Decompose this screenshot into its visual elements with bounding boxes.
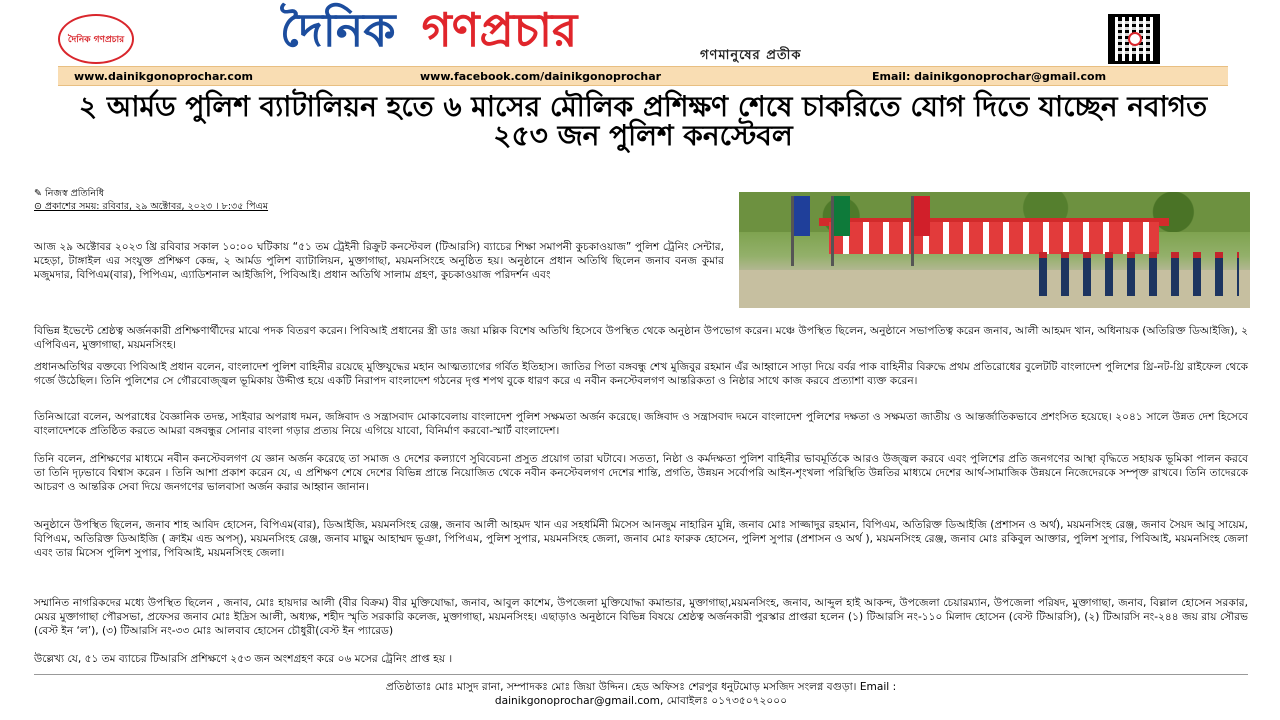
tagline: গণমানুষের প্রতীক	[700, 48, 802, 63]
photo-flag-blue	[791, 196, 794, 266]
facebook-link[interactable]: www.facebook.com/dainikgonoprochar	[420, 70, 662, 83]
footer-divider	[34, 674, 1248, 675]
article-paragraph-1: আজ ২৯ অক্টোবর ২০২৩ খ্রি রবিবার সকাল ১০:০০ ঘটিকায় “৫১ তম ট্রেইনী রিক্রুট কনস্টেবল (টিআরসি) ব্যাচের শিক্ষা সমাপনী কুচকাওয়াজ” পুলিশ ট্রেনিং সেন্টার, মহেড়া, টাঙ্গাইল এর সংযুক্ত প্রশিক্ষণ কেন্দ্র, ২ আর্মড পুলিশ ব্যাটালিয়ন, মুক্তাগাছা, ময়মনসিংহে অনুষ্ঠিত হয়। অনুষ্ঠানে প্রধান অতিথি ছিলেন জনাব বনজ কুমার মজুমদার, বিপিএম(বার), পিপিএম, এ্যাডিশনাল আইজিপি, পিবিআই। প্রধান অতিথি সালাম গ্রহণ, কুচকাওয়াজ পরিদর্শন এবং	[34, 241, 724, 281]
qr-code-icon	[1108, 14, 1160, 64]
page-footer	[34, 680, 1248, 708]
contact-link-bar	[58, 66, 1228, 86]
footer-publisher-info: প্রতিষ্ঠাতাঃ মোঃ মাসুদ রানা, সম্পাদকঃ মোঃ জিয়া উদ্দিন। হেড অফিসঃ শেরপুর ধনুটমোড় মসজিদ সংলগ্ন বগুড়া। Email :	[385, 681, 897, 693]
website-link[interactable]: www.dainikgonoprochar.com	[74, 70, 253, 83]
footer-contact-info: dainikgonoprochar@gmail.com, মোবাইলঃ ০১৭৩৫০৭২০০০	[494, 695, 788, 707]
qr-logo-icon	[1128, 32, 1142, 46]
article-paragraph-7: সম্মানিত নাগরিকদের মধ্যে উপস্থিত ছিলেন , জনাব, মোঃ হায়দার আলী (বীর বিক্রম) বীর মুক্তিযোদ্ধা, জনাব, আবুল কাশেম, উপজেলা মুক্তিযোদ্ধা কমান্ডার, মুক্তাগাছা,ময়মনসিংহ, জনাব, আব্দুল হাই আকন্দ, উপজেলা চেয়ারম্যান, উপজেলা পরিষদ, মুক্তাগাছা, জনাব, বিল্লাল হোসেন সরকার, মেয়র মুক্তাগাছা পৌরসভা, প্রফেসর জনাব মোঃ ইদ্রিস আলী, অধ্যক্ষ, শহীদ স্মৃতি সরকারি কলেজ, মুক্তাগাছা, ময়মনসিংহ। এছাড়াও অনুষ্ঠানে বিভিন্ন বিষয়ে শ্রেষ্ঠত্ব অর্জনকারী পুরস্কার প্রাপ্তরা হলেন (১) টিআরসি নং-১১০ মিলাদ হোসেন (বেস্ট টিআরসি), (২) টিআরসি নং-২৪৪ জয় রায় সৌরভ (বেস্ট ইন ‘ল’), (৩) টিআরসি নং-৩৩ মোঃ আলবাব হোসেন চৌধুরী(বেস্ট ইন প্যারেড)	[34, 597, 1248, 637]
reporter: ✎ নিজস্ব প্রতিনিধি	[34, 188, 105, 199]
article-paragraph-8: উল্লেখ্য যে, ৫১ তম ব্যাচের টিআরসি প্রশিক্ষণে ২৫৩ জন অংশগ্রহণ করে ০৬ মসের ট্রেনিং প্রাপ্ত হয় ।	[34, 653, 453, 665]
article-paragraph-2: বিভিন্ন ইভেন্টে শ্রেষ্ঠত্ব অর্জনকারী প্রশিক্ষণার্থীদের মাঝে পদক বিতরণ করেন। পিবিআই প্রধানের স্ত্রী ডাঃ জয়া মল্লিক বিশেষ অতিথি হিসেবে উপস্থিত থেকে অনুষ্ঠান উপভোগ করেন। মঞ্চে উপস্থিত ছিলেন, অনুষ্ঠানে সভাপতিত্ব করেন জনাব, আলী আহমদ খান, অধিনায়ক (অতিরিক্ত ডিআইজি), ২ এপিবিএন, মুক্তাগাছা, ময়মনসিংহ।	[34, 325, 1248, 351]
photo-flag-red	[911, 196, 914, 266]
email-link[interactable]: Email: dainikgonoprochar@gmail.com	[872, 70, 1107, 83]
photo-marching-constables	[1039, 252, 1239, 296]
title-part-dainik: দৈনিক	[280, 3, 396, 57]
newspaper-logo[interactable]	[58, 14, 134, 64]
photo-stage	[829, 222, 1159, 254]
photo-flag-green	[831, 196, 834, 266]
title-part-gonoprochar: গণপ্রচার	[421, 3, 578, 57]
article-paragraph-6: অনুষ্ঠানে উপস্থিত ছিলেন, জনাব শাহ আবিদ হোসেন, বিপিএম(বার), ডিআইজি, ময়মনসিংহ রেঞ্জ, জনাব আলী আহমদ খান এর সহধর্মিনী মিসেস আনজুম নাহারিন মুন্নি, জনাব মোঃ সাজ্জাদুর রহমান, বিপিএম, অতিরিক্ত ডিআইজি (প্রশাসন ও অর্থ), ময়মনসিংহ রেঞ্জ, জনাব সৈয়দ আবু সায়েম, বিপিএম, অতিরিক্ত ডিআইজি ( ক্রাইম এন্ড অপস্), ময়মনসিংহ রেঞ্জ, জনাব মাছুম আহাম্মদ ভূঞা, পিপিএম, পুলিশ সুপার, ময়মনসিংহ জেলা, জনাব মোঃ ফারুক হোসেন, পুলিশ সুপার (প্রশাসন ও অর্থ ), ময়মনসিংহ রেঞ্জ, জনাব মোঃ রকিবুল আক্তার, পুলিশ সুপার, পিবিআই, ময়মনসিংহ জেলা এবং তার মিসেস পুলিশ সুপার, পিবিআই, ময়মনসিংহ জেলা।	[34, 519, 1248, 559]
article-paragraph-3: প্রধানঅতিথির বক্তব্যে পিবিআই প্রধান বলেন, বাংলাদেশ পুলিশ বাহিনীর রয়েছে মুক্তিযুদ্ধের মহান আত্মত্যাগের গর্বিত ইতিহাস। জাতির পিতা বঙ্গবন্ধু শেখ মুজিবুর রহমান এঁর আহ্বানে সাড়া দিয়ে বর্বর পাক বাহিনীর বিরুদ্ধে প্রথম প্রতিরোধের বুলেটটি বাংলাদেশ পুলিশের থ্রি-নট-থ্রি রাইফেল থেকে গর্জে উঠেছিল। তিনি পুলিশের সে গৌরবোজ্জ্বল ভূমিকায় উদ্দীপ্ত হয়ে একটি নিরাপদ বাংলাদেশ গঠনের দৃপ্ত শপথ বুকে ধারণ করে এ নবীন কনস্টেবলগণ আন্তরিকতা ও নিষ্ঠার সাথে কাজ করবে প্রত্যাশা ব্যক্ত করেন।	[34, 361, 1248, 387]
newspaper-title	[280, 4, 577, 56]
article-byline	[34, 187, 268, 213]
article-paragraph-4: তিনিআরো বলেন, অপরাধের বৈজ্ঞানিক তদন্ত, সাইবার অপরাধ দমন, জঙ্গিবাদ ও সন্ত্রাসবাদ মোকাবেলায় বাংলাদেশ পুলিশ সক্ষমতা অর্জন করেছে। জঙ্গিবাদ ও সন্ত্রাসবাদ দমনে বাংলাদেশ পুলিশের দক্ষতা ও সক্ষমতা জাতীয় ও আন্তর্জাতিকভাবে প্রশংসিত হয়েছে। ২০৪১ সালে উন্নত দেশ হিসেবে বাংলাদেশকে প্রতিষ্ঠিত করতে আমরা বঙ্গবন্ধুর সোনার বাংলা গড়ার প্রত্যয় নিয়ে এগিয়ে যাবো, বিনির্মাণ করবো-স্মার্ট বাংলাদেশ।	[34, 411, 1248, 437]
publish-date: ⊙ প্রকাশের সময়: রবিবার, ২৯ অক্টোবর, ২০২৩ । ৮:৩৫ পিএম	[34, 201, 269, 212]
article-headline: ২ আর্মড পুলিশ ব্যাটালিয়ন হতে ৬ মাসের মৌলিক প্রশিক্ষণ শেষে চাকরিতে যোগ দিতে যাচ্ছেন নবাগত ২৫৩ জন পুলিশ কনস্টেবল	[78, 90, 1208, 152]
masthead	[0, 0, 1280, 66]
article-paragraph-5: তিনি বলেন, প্রশিক্ষণের মাধ্যমে নবীন কনস্টেবলগণ যে জ্ঞান অর্জন করেছে তা সমাজ ও দেশের কল্যাণে সুবিবেচনা প্রসুত প্রয়োগ তারা ঘটাবে। সততা, নিষ্ঠা ও কর্মদক্ষতা পুলিশ বাহিনীর ভাবমূর্তিকে আরও উজ্জ্বল করবে এবং পুলিশের প্রতি জনগণের আস্থা বৃদ্ধিতে সহায়ক ভূমিকা পালন করবে তা তিনি দৃঢ়ভাবে বিশ্বাস করেন । তিনি আশা প্রকাশ করেন যে, এ প্রশিক্ষণ শেষে দেশের বিভিন্ন প্রান্তে নিয়োজিত থেকে নবীন কনস্টেবলগণ দেশের শান্তি, প্রগতি, উন্নয়ন সর্বোপরি আইন-শৃংখলা পরিস্থিতি উন্নতির মাধ্যমে দেশের আর্থ-সামাজিক উন্নয়নে নিজেদেরকে সম্পৃক্ত রাখবে। তিনি তাদেরকে আচরণ ও আন্তরিক সেবা দিয়ে জনগণের ভালবাসা অর্জন করার আহ্বান জানান।	[34, 453, 1248, 493]
logo-text: দৈনিক গণপ্রচার	[67, 34, 125, 45]
article-photo	[739, 192, 1250, 308]
